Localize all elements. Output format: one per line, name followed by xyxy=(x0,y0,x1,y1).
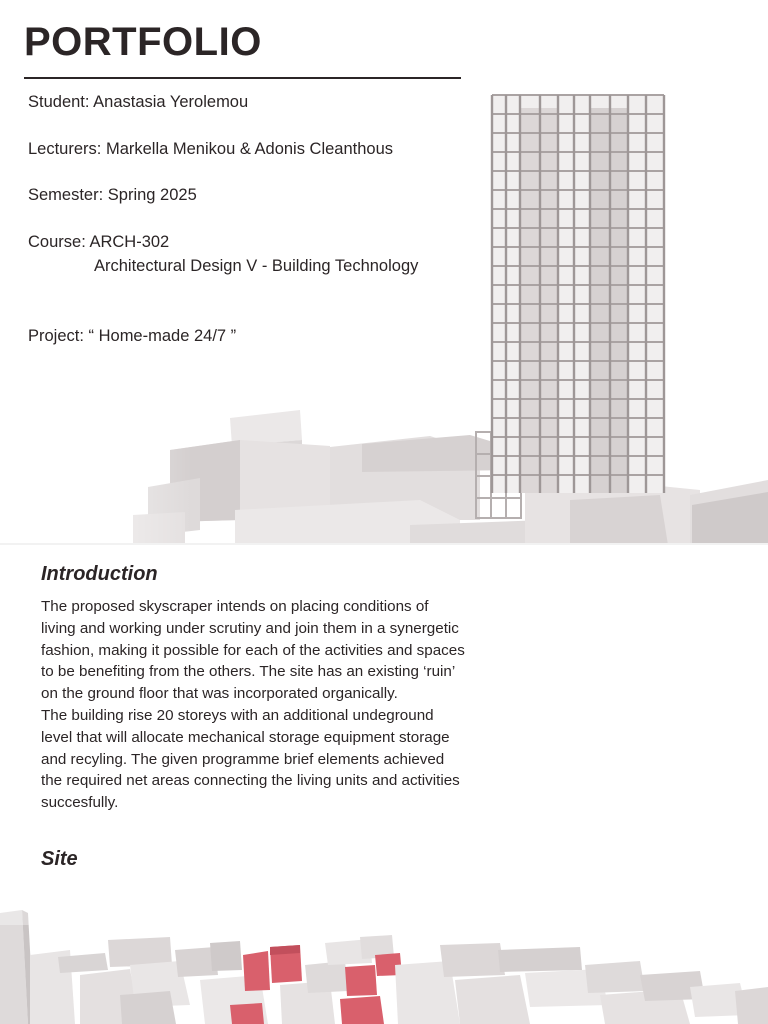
project-line: Project: “ Home-made 24/7 ” xyxy=(28,327,237,345)
introduction-heading: Introduction xyxy=(41,563,158,585)
student-line: Student: Anastasia Yerolemou xyxy=(28,93,249,111)
intro-line: and recyling. The given programme brief elements achieved xyxy=(41,750,445,768)
intro-line: The building rise 20 storeys with an additional undeground xyxy=(41,706,434,724)
site-massing-model xyxy=(0,895,768,1024)
course-line: Course: ARCH-302 xyxy=(28,233,170,251)
intro-line: living and working under scrutiny and join them in a synergetic xyxy=(41,619,459,637)
hero-divider xyxy=(0,543,768,545)
intro-line: on the ground floor that was incorporated organically. xyxy=(41,685,398,703)
title-underline xyxy=(24,77,461,79)
intro-line: fashion, making it possible for each of the activities and spaces xyxy=(41,641,465,659)
semester-line: Semester: Spring 2025 xyxy=(28,186,197,204)
introduction-text xyxy=(41,596,531,814)
page-title: PORTFOLIO xyxy=(24,20,262,64)
course-title-line: Architectural Design V - Building Technology xyxy=(94,257,419,275)
intro-line: succesfully. xyxy=(41,794,119,812)
lecturers-line: Lecturers: Markella Menikou & Adonis Cleanthous xyxy=(28,140,394,158)
intro-line: to be benefiting from the others. The site has an existing ‘ruin’ xyxy=(41,663,456,681)
intro-line: the required net areas connecting the living units and activities xyxy=(41,772,460,790)
intro-line: The proposed skyscraper intends on placing conditions of xyxy=(41,598,429,615)
site-blocks xyxy=(0,910,768,1024)
site-heading: Site xyxy=(41,848,78,870)
intro-line: level that will allocate mechanical storage equipment storage xyxy=(41,728,450,746)
